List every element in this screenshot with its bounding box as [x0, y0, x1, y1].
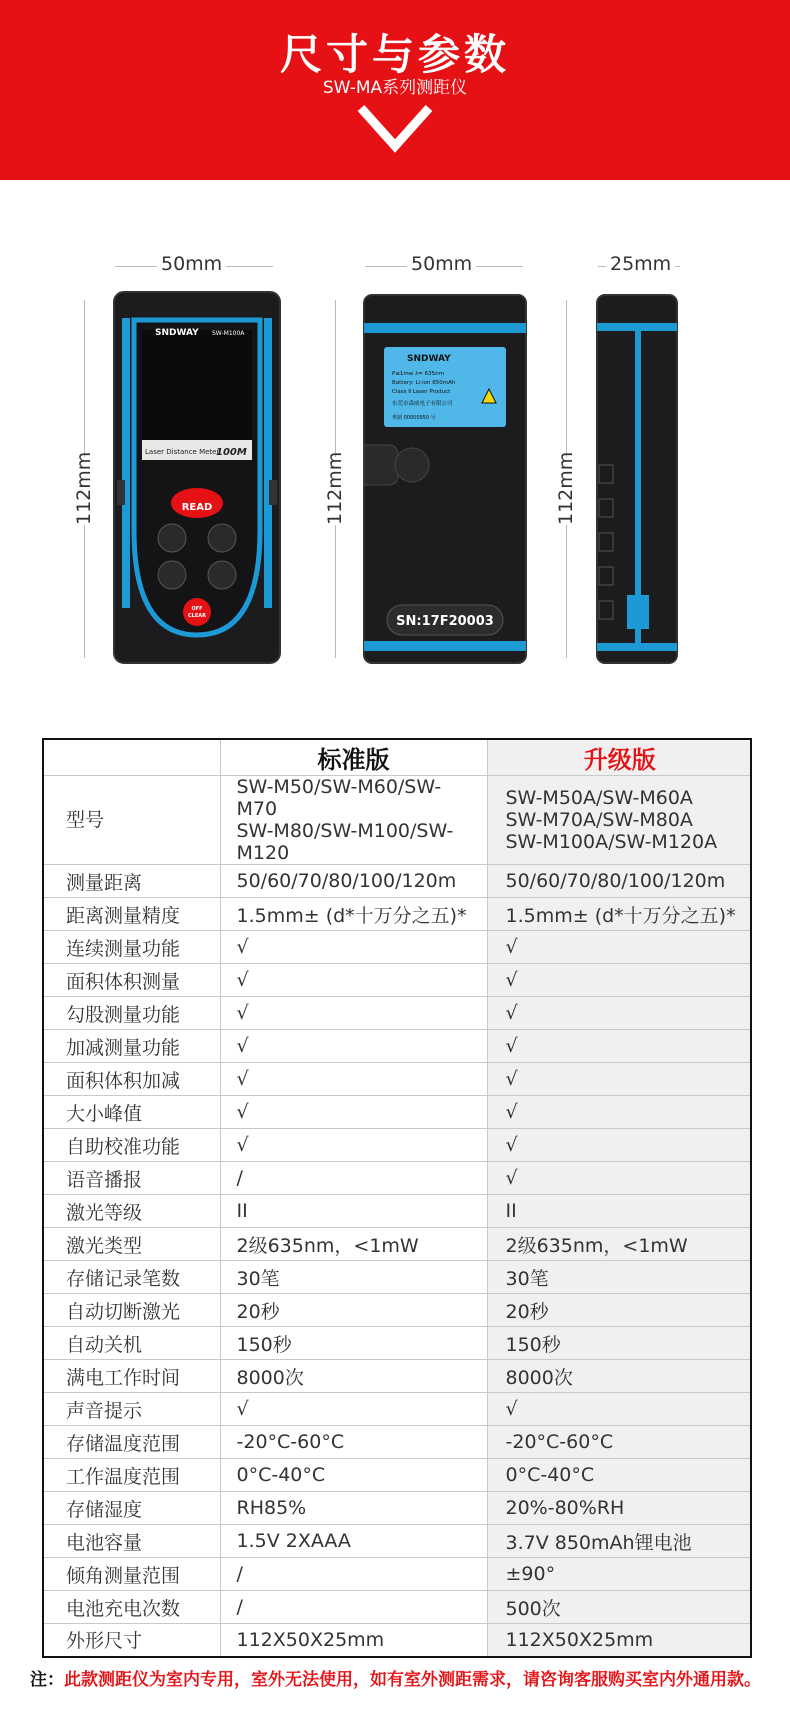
usb-port-cover: [627, 595, 649, 629]
spec-name-cell: 测量距离: [43, 865, 220, 898]
upgraded-value-cell: 150秒: [487, 1327, 751, 1360]
standard-value-cell: 0°C-40°C: [220, 1459, 487, 1492]
upgraded-value-cell: 30笔: [487, 1261, 751, 1294]
upgraded-version-header: 升级版: [487, 739, 751, 776]
sticker-line-5: 粤制 00000950 号: [392, 415, 436, 421]
table-row: [43, 931, 751, 964]
device-back-view: [362, 293, 528, 665]
spec-name-cell: 电池充电次数: [43, 1591, 220, 1624]
table-row: [43, 1228, 751, 1261]
front-width-label: 50mm: [157, 253, 226, 275]
serial-number: SN:17F20003: [396, 614, 494, 629]
spec-name-cell: 大小峰值: [43, 1096, 220, 1129]
add-subtract-button[interactable]: [208, 524, 236, 552]
standard-value-cell: √: [220, 1129, 487, 1162]
reference-button[interactable]: [158, 561, 186, 589]
standard-value-cell: II: [220, 1195, 487, 1228]
spec-name-cell: 自动切断激光: [43, 1294, 220, 1327]
upgraded-value-cell: 112X50X25mm: [487, 1624, 751, 1657]
table-row: [43, 1294, 751, 1327]
spec-comparison-table: [42, 738, 752, 1658]
upgraded-value-cell: √: [487, 1393, 751, 1426]
standard-value-cell: 8000次: [220, 1360, 487, 1393]
standard-value-cell: √: [220, 931, 487, 964]
table-row: [43, 997, 751, 1030]
upgraded-value-cell: II: [487, 1195, 751, 1228]
spec-name-cell: 满电工作时间: [43, 1360, 220, 1393]
spec-name-cell: 电池容量: [43, 1525, 220, 1558]
spec-name-cell: 面积体积加减: [43, 1063, 220, 1096]
sticker-line-1: P≤1mw λ= 635nm: [392, 371, 444, 377]
screen-range: 100M: [216, 447, 247, 458]
spec-name-cell: 语音播报: [43, 1162, 220, 1195]
spec-name-cell: 加减测量功能: [43, 1030, 220, 1063]
standard-value-cell: 20秒: [220, 1294, 487, 1327]
back-height-label: 112mm: [324, 451, 346, 525]
footer-note: [30, 1665, 780, 1690]
upgraded-value-cell: 20秒: [487, 1294, 751, 1327]
table-row: [43, 1459, 751, 1492]
table-row: [43, 964, 751, 997]
spec-name-cell: 工作温度范围: [43, 1459, 220, 1492]
standard-value-cell: /: [220, 1591, 487, 1624]
standard-value-cell: 2级635nm，<1mW: [220, 1228, 487, 1261]
table-row: [43, 865, 751, 898]
table-row: [43, 1096, 751, 1129]
table-row: [43, 1558, 751, 1591]
standard-value-cell: 1.5V 2XAAA: [220, 1525, 487, 1558]
upgraded-value-cell: √: [487, 1162, 751, 1195]
spec-name-cell: 型号: [43, 776, 220, 865]
spec-name-cell: 激光等级: [43, 1195, 220, 1228]
spec-name-cell: 自助校准功能: [43, 1129, 220, 1162]
side-width-label: 25mm: [606, 253, 675, 275]
spec-name-cell: 连续测量功能: [43, 931, 220, 964]
upgraded-value-cell: √: [487, 1096, 751, 1129]
upgraded-value-cell: ±90°: [487, 1558, 751, 1591]
upgraded-value-cell: √: [487, 931, 751, 964]
side-height-label: 112mm: [555, 451, 577, 525]
chevron-down-icon: [355, 100, 435, 160]
upgraded-value-cell: -20°C-60°C: [487, 1426, 751, 1459]
spec-name-cell: 勾股测量功能: [43, 997, 220, 1030]
table-row: [43, 1327, 751, 1360]
upgraded-value-cell: 1.5mm± (d*十万分之五)*: [487, 898, 751, 931]
standard-value-cell: /: [220, 1162, 487, 1195]
note-label: 注：: [30, 1670, 64, 1690]
standard-value-cell: 50/60/70/80/100/120m: [220, 865, 487, 898]
standard-value-cell: √: [220, 1096, 487, 1129]
spec-name-cell: 距离测量精度: [43, 898, 220, 931]
table-row: [43, 1063, 751, 1096]
standard-value-cell: √: [220, 1030, 487, 1063]
brand-logo: SNDWAY: [155, 328, 199, 338]
upgraded-value-cell: SW-M50A/SW-M60A SW-M70A/SW-M80A SW-M100A/SW-M120A: [487, 776, 751, 865]
device-front-view: [112, 290, 282, 665]
sticker-line-2: Battery: Li-ion 850mAh: [392, 380, 456, 386]
standard-value-cell: √: [220, 997, 487, 1030]
spec-name-cell: 存储湿度: [43, 1492, 220, 1525]
upgraded-value-cell: √: [487, 1129, 751, 1162]
standard-value-cell: √: [220, 1393, 487, 1426]
standard-value-cell: 112X50X25mm: [220, 1624, 487, 1657]
standard-value-cell: 1.5mm± (d*十万分之五)*: [220, 898, 487, 931]
standard-value-cell: /: [220, 1558, 487, 1591]
sticker-line-3: Class Ⅱ Laser Product: [392, 389, 451, 395]
upgraded-value-cell: √: [487, 964, 751, 997]
standard-value-cell: RH85%: [220, 1492, 487, 1525]
table-row: [43, 1360, 751, 1393]
table-row: [43, 1393, 751, 1426]
page-subtitle: SW-MA系列测距仪: [322, 78, 468, 98]
standard-value-cell: SW-M50/SW-M60/SW-M70 SW-M80/SW-M100/SW-M120: [220, 776, 487, 865]
upgraded-value-cell: 3.7V 850mAh锂电池: [487, 1525, 751, 1558]
upgraded-value-cell: √: [487, 1063, 751, 1096]
table-row: [43, 1492, 751, 1525]
table-row: [43, 1129, 751, 1162]
sticker-brand: SNDWAY: [407, 354, 451, 364]
table-row: [43, 1525, 751, 1558]
spec-name-cell: 倾角测量范围: [43, 1558, 220, 1591]
spec-name-cell: 存储温度范围: [43, 1426, 220, 1459]
table-header-cell: [43, 739, 220, 776]
spec-name-cell: 自动关机: [43, 1327, 220, 1360]
device-side-view: [595, 293, 679, 665]
standard-value-cell: √: [220, 1063, 487, 1096]
table-row: [43, 1624, 751, 1657]
standard-value-cell: 150秒: [220, 1327, 487, 1360]
upgraded-value-cell: 2级635nm，<1mW: [487, 1228, 751, 1261]
table-row: [43, 1030, 751, 1063]
standard-value-cell: √: [220, 964, 487, 997]
spec-name-cell: 面积体积测量: [43, 964, 220, 997]
upgraded-value-cell: 0°C-40°C: [487, 1459, 751, 1492]
table-row: [43, 776, 751, 865]
table-row: [43, 1261, 751, 1294]
upgraded-value-cell: √: [487, 997, 751, 1030]
clear-label: CLEAR: [188, 613, 206, 619]
table-row: [43, 1591, 751, 1624]
table-row: [43, 898, 751, 931]
screen-caption: Laser Distance Meter: [145, 448, 220, 456]
table-row: [43, 1195, 751, 1228]
spec-name-cell: 激光类型: [43, 1228, 220, 1261]
standard-value-cell: -20°C-60°C: [220, 1426, 487, 1459]
upgraded-value-cell: 50/60/70/80/100/120m: [487, 865, 751, 898]
area-button[interactable]: [158, 524, 186, 552]
note-text: 此款测距仪为室内专用，室外无法使用，如有室外测距需求，请咨询客服购买室内外通用款。: [64, 1670, 761, 1690]
standard-version-header: 标准版: [220, 739, 487, 776]
speaker-grille-icon: [395, 448, 429, 482]
spec-name-cell: 存储记录笔数: [43, 1261, 220, 1294]
off-label: OFF: [191, 606, 203, 612]
read-button-label: READ: [181, 502, 213, 513]
standard-value-cell: 30笔: [220, 1261, 487, 1294]
upgraded-value-cell: 500次: [487, 1591, 751, 1624]
header-banner: [0, 0, 790, 180]
off-clear-button[interactable]: [183, 598, 211, 626]
table-header-row: [43, 739, 751, 776]
model-label: SW-M100A: [212, 330, 245, 337]
front-height-label: 112mm: [73, 451, 95, 525]
back-width-label: 50mm: [407, 253, 476, 275]
upgraded-value-cell: 8000次: [487, 1360, 751, 1393]
page-title: 尺寸与参数: [279, 30, 510, 79]
spec-name-cell: 外形尺寸: [43, 1624, 220, 1657]
upgraded-value-cell: 20%-80%RH: [487, 1492, 751, 1525]
memory-button[interactable]: [208, 561, 236, 589]
table-row: [43, 1426, 751, 1459]
upgraded-value-cell: √: [487, 1030, 751, 1063]
sticker-line-4: 东莞市森威电子有限公司: [392, 401, 453, 407]
table-row: [43, 1162, 751, 1195]
spec-name-cell: 声音提示: [43, 1393, 220, 1426]
